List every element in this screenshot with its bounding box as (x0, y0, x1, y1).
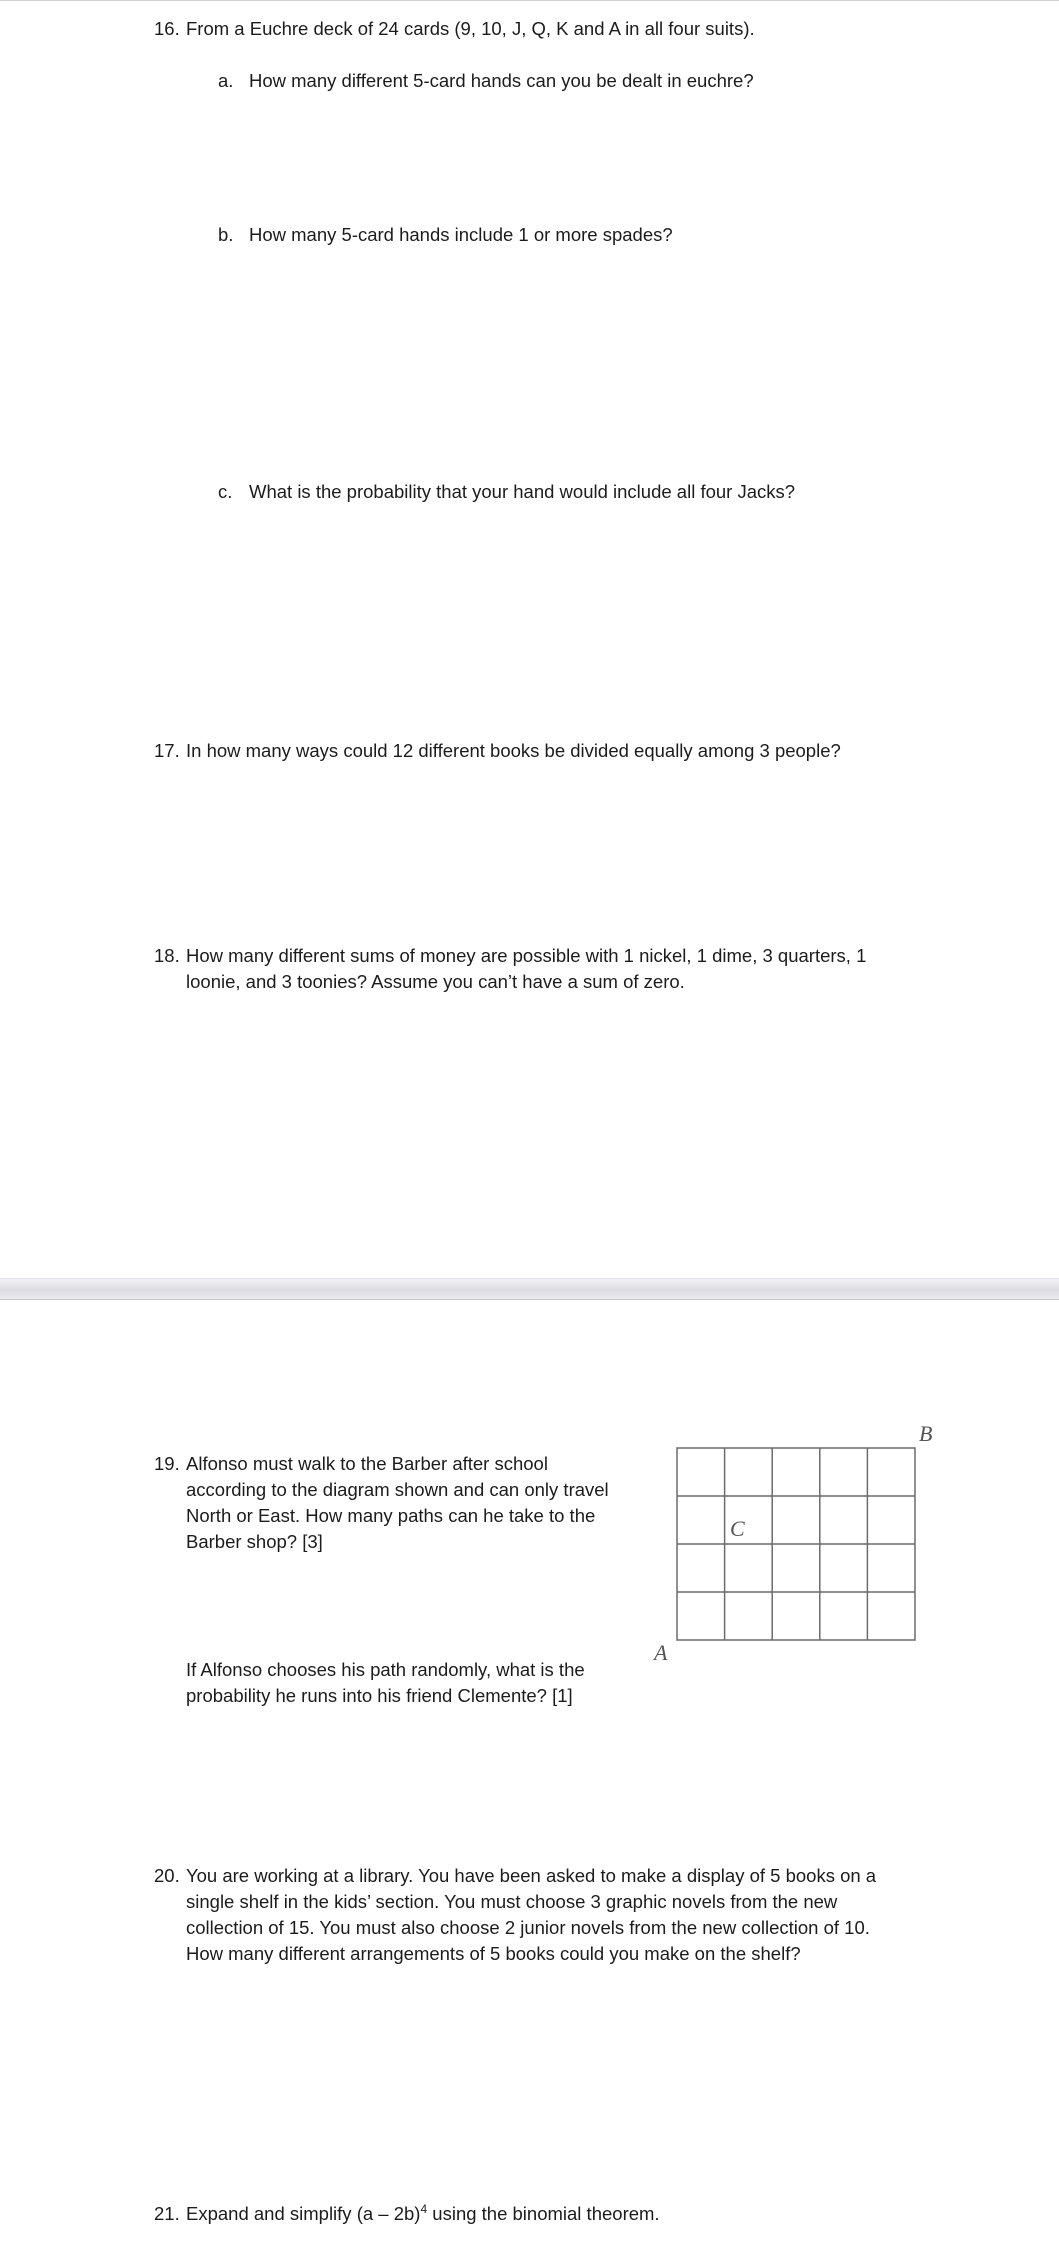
question-21 (154, 2196, 660, 2227)
question-20-number: 20. (154, 1865, 180, 1886)
question-16a-text: How many different 5-card hands can you be dealt in euchre? (249, 70, 754, 91)
question-16c (218, 479, 795, 505)
question-21-exponent: 4 (420, 2202, 428, 2216)
question-20 (154, 1863, 876, 1889)
question-16b-letter: b. (218, 224, 234, 245)
question-19-line-1: Alfonso must walk to the Barber after school (186, 1453, 548, 1474)
question-16a (218, 68, 754, 94)
question-19-line-2: according to the diagram shown and can only travel (186, 1479, 609, 1500)
point-a-label: A (654, 1640, 668, 1665)
page-break (0, 1278, 1059, 1300)
question-19-number: 19. (154, 1453, 180, 1474)
path-grid-diagram (676, 1447, 916, 1641)
question-19-followup-line-1: If Alfonso chooses his path randomly, what is the (186, 1659, 585, 1680)
question-19 (154, 1451, 548, 1477)
question-16-text: From a Euchre deck of 24 cards (9, 10, J, Q, K and A in all four suits). (186, 18, 755, 39)
question-19-line-3: North or East. How many paths can he take to the (186, 1505, 596, 1526)
question-16-number: 16. (154, 18, 180, 39)
question-20-line-4: How many different arrangements of 5 books could you make on the shelf? (186, 1943, 801, 1964)
question-18 (154, 943, 866, 969)
question-18-line-1: How many different sums of money are possible with 1 nickel, 1 dime, 3 quarters, 1 (186, 945, 867, 966)
point-b-label: B (919, 1421, 933, 1446)
page-top-border (0, 0, 1059, 1)
question-16 (154, 16, 755, 42)
question-16c-text: What is the probability that your hand would include all four Jacks? (249, 481, 796, 502)
question-16a-letter: a. (218, 70, 234, 91)
question-18-line-2: loonie, and 3 toonies? Assume you can’t have a sum of zero. (186, 971, 685, 992)
question-21-text-end: using the binomial theorem. (427, 2203, 660, 2225)
question-18-number: 18. (154, 945, 180, 966)
point-c-label: C (730, 1516, 745, 1541)
question-19-line-4: Barber shop? [3] (186, 1531, 323, 1552)
question-16b-text: How many 5-card hands include 1 or more spades? (249, 224, 673, 245)
question-20-line-2: single shelf in the kids’ section. You must choose 3 graphic novels from the new (186, 1891, 838, 1912)
question-17-text: In how many ways could 12 different books be divided equally among 3 people? (186, 740, 841, 761)
question-19-followup-line-2: probability he runs into his friend Clemente? [1] (186, 1685, 573, 1706)
question-16c-letter: c. (218, 481, 233, 502)
question-21-number: 21. (154, 2203, 180, 2225)
question-20-line-1: You are working at a library. You have been asked to make a display of 5 books on a (186, 1865, 877, 1886)
question-17 (154, 738, 841, 764)
question-16b (218, 222, 673, 248)
question-21-text: Expand and simplify (a – 2b) (186, 2203, 421, 2225)
grid-lines (677, 1448, 915, 1640)
question-20-line-3: collection of 15. You must also choose 2 junior novels from the new collection of 10. (186, 1917, 870, 1938)
question-17-number: 17. (154, 740, 180, 761)
